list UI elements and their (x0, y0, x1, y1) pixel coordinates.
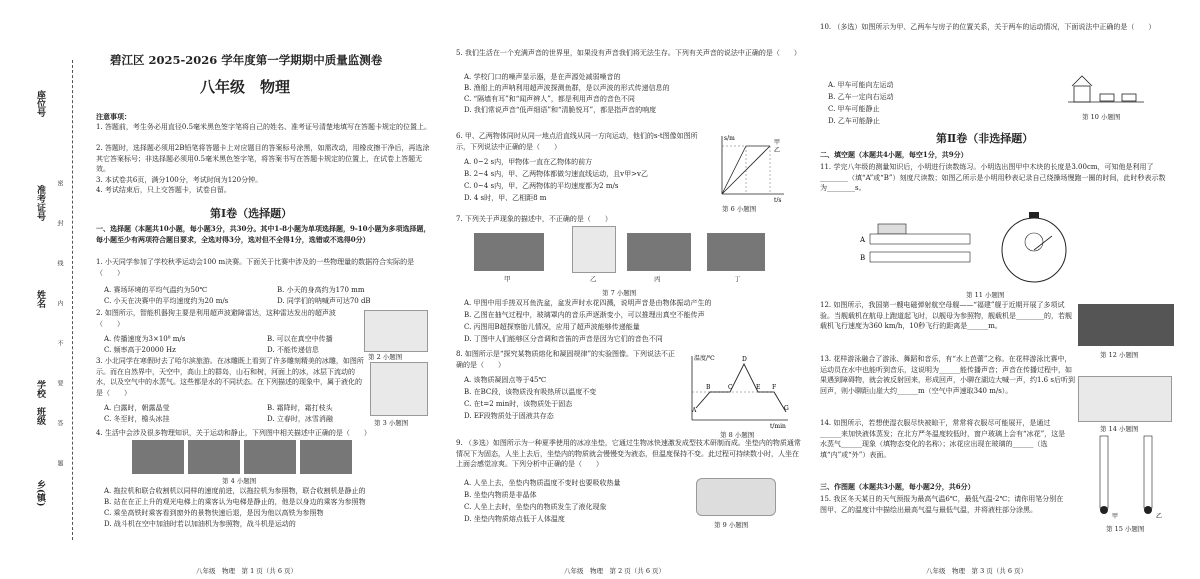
q6-st-graph (710, 132, 790, 202)
q6-caption: 第 6 小题图 (722, 205, 757, 213)
thermometer-jia-bulb (1100, 506, 1108, 514)
page-1 (92, 0, 448, 579)
q10-caption: 第 10 小题图 (1082, 113, 1121, 121)
q8-point-e: E (756, 384, 761, 391)
q6-stem: 6. 甲、乙两物体同时从同一地点沿直线从同一方向运动，他们的s-t图像如图所示，下列说法中正确的是（ ） (456, 132, 698, 151)
q2-opt-d: D. 不能传递信息 (267, 346, 319, 354)
q8-opt-d: D. EF段物质处于固液共存态 (464, 412, 554, 420)
seal-line (72, 60, 73, 540)
q8-caption: 第 8 小题图 (720, 431, 755, 439)
q14-caption: 第 14 小题图 (1100, 425, 1139, 433)
q7-opt-d: D. 丁图中人们能够区分音调和音笛的声音是因为它们的音色不同 (464, 335, 663, 343)
q3-opt-a: A. 白露时，朝露晶莹 (104, 404, 170, 412)
q2-caption: 第 2 小题图 (368, 353, 403, 361)
q7-stem: 7. 下列关于声现象的描述中，不正确的是（ ） (456, 215, 612, 223)
q2-opt-a: A. 传播速度为3×10⁸ m/s (104, 335, 186, 343)
q7-label-bing: 丙 (654, 275, 661, 283)
q6-opt-a: A. 0~2 s内，甲物体一直在乙物体的前方 (464, 158, 593, 166)
q6-xlabel: t/s (774, 197, 782, 202)
q15-thermometers (1090, 430, 1174, 520)
exam-no-label: 准考证号 (35, 185, 45, 221)
q8-point-d: D (742, 356, 747, 363)
q15-stem: 15. 我区冬天某日的天气预报为最高气温6℃，最低气温-2℃；请你用笔分别在图甲、乙的温度计中描绘出最高气温与最低气温，并将液柱部分涂黑。 (820, 495, 1064, 514)
notice-title: 注意事项： (96, 112, 131, 121)
q3-opt-c: C. 冬至时，檐头冰挂 (104, 415, 170, 423)
q9-opt-b: B. 坐垫内物质是非晶体 (464, 491, 537, 499)
q8-point-g: G (784, 405, 789, 412)
footer-page-3: 八年级 物理 第 3 页（共 6 页） (926, 567, 1028, 575)
q9-opt-a: A. 人坐上去，坐垫内物质温度不变时也要吸收热量 (464, 479, 621, 487)
section2-title: 二、填空题（本题共4小题，每空1分，共9分） (820, 150, 968, 159)
car-jia-icon (1100, 94, 1114, 101)
q8-opt-a: A. 该物质凝固点等于45℃ (464, 376, 547, 384)
seal-text: 密 封 线 内 不 要 答 题 (56, 180, 63, 480)
q1-stem: 1. 小天同学参加了学校秋季运动会100 m决赛。下面关于比赛中涉及的一些物理量的数据符合实际的是（ ） (96, 258, 415, 277)
q4-stem: 4. 生活中会涉及很多物理知识，关于运动和静止，下列图中相关描述中正确的是（ ） (96, 429, 371, 437)
thermometer-yi-bulb (1144, 506, 1152, 514)
class-label: 学校 班级 (35, 380, 45, 425)
thermo-jia-label: 甲 (1112, 513, 1119, 520)
exam-title: 碧江区 2025-2026 学年度第一学期期中质量监测卷 (110, 53, 383, 67)
q11-stem: 11. 学完八年级的测量知识后，小明进行读数练习。小明选出图甲中木块的长度是3.00cm，可知他是利用了________（填“A”或“B”）刻度尺读数；如图乙所示是小明用秒表记录自己绕操场慢跑一圈的时间，此时秒表示数为________s。 (820, 163, 1166, 192)
q8-opt-c: C. 在t=2 min时，该物质处于固态 (464, 400, 573, 408)
q11-caption: 第 11 小题图 (966, 291, 1005, 299)
robot-dog-image (364, 310, 428, 352)
q9-caption: 第 9 小题图 (714, 521, 749, 529)
q1-opt-d: D. 同学们的呐喊声可达70 dB (277, 297, 371, 305)
q8-stem: 8. 如图所示是“探究某物质熔化和凝固规律”的实验图像。下列说法不正确的是（ ） (456, 350, 676, 369)
exam-subtitle: 八年级 物理 (200, 78, 291, 96)
q7-caption: 第 7 小题图 (602, 289, 637, 297)
q5-opt-a: A. 学校门口的噪声显示器，是在声源处减弱噪音的 (464, 73, 621, 81)
q3-caption: 第 3 小题图 (374, 419, 409, 427)
section3-title: 三、作图题（本题共3小题，每小题2分，共6分） (820, 482, 975, 491)
ruler-a (870, 234, 970, 244)
q7-opt-c: C. 丙图用B超探察胎儿情况，应用了超声波能够传递能量 (464, 323, 640, 331)
q5-opt-d: D. 我们常说声音“低声细语”和“清脆悦耳”，都是指声音的响度 (464, 106, 657, 114)
q6-label-yi: 乙 (774, 147, 781, 154)
q10-house-cars-figure (1066, 70, 1146, 108)
q14-stem: 14. 如图所示，若想使湿衣服尽快被晾干，常常将衣服尽可能展开，是通过______来加快液体蒸发；在北方严冬温度较低时，窗户玻璃上会有“冰花”，这是水蒸气______现象（填物态变化的名称）；冰花应出现在玻璃的______（选填“内”或“外”）表面。 (820, 419, 1066, 459)
footer-page-2: 八年级 物理 第 2 页（共 6 页） (564, 567, 666, 575)
thermometer-yi-icon (1144, 436, 1152, 508)
binding-strip (0, 0, 88, 579)
footer-page-1: 八年级 物理 第 1 页（共 6 页） (196, 567, 298, 575)
part2-title: 第Ⅱ卷（非选择题） (936, 132, 1034, 145)
jets-image (300, 440, 352, 474)
q4-opt-a: A. 拖拉机和联合收割机以同样的速度前进，以拖拉机为参照物，联合收割机是静止的 (104, 487, 366, 495)
wood-block (878, 224, 906, 234)
page-2 (452, 0, 808, 579)
q4-opt-c: C. 乘坐高铁时乘客看到窗外的景物快速后退，是因为他以高铁为参照物 (104, 509, 324, 517)
fish-basin-image (474, 233, 544, 271)
q6-ylabel: s/m (724, 135, 735, 142)
section1-title: 一、选择题（本题共10小题，每小题3分，共30分。其中1-8小题为单项选择题，9-10小题为多项选择题，每小题至少有两项符合题目要求，全选对得3分，选对但不全得1分，选错或不选得0分） (96, 224, 431, 244)
ruler-a-label: A (860, 236, 866, 244)
page-3 (816, 0, 1196, 579)
q8-point-b: B (706, 384, 711, 391)
ruler-b-label: B (860, 254, 866, 262)
q4-opt-b: B. 站在在正上升的观光电梯上的乘客认为电梯是静止的，他是以身边的乘客为参照物 (104, 498, 366, 506)
q3-opt-d: D. 立春时，冰雪消融 (267, 415, 333, 423)
train-image (244, 440, 296, 474)
q8-melting-graph (674, 350, 794, 430)
q7-label-jia: 甲 (504, 275, 511, 283)
clothes-line-image (1078, 376, 1172, 422)
q5-stem: 5. 我们生活在一个充满声音的世界里，如果没有声音我们将无法生存。下列有关声音的说法中正确的是（ ） (456, 49, 801, 57)
q7-label-yi: 乙 (590, 275, 597, 283)
notice-1: 1. 答题前，考生务必用直径0.5毫米黑色签字笔将自己的姓名、准考证号清楚地填写在答题卡规定的位置上。 (96, 123, 432, 131)
q8-point-f: F (772, 384, 777, 391)
q10-opt-c: C. 甲车可能静止 (828, 105, 880, 113)
q10-opt-b: B. 乙车一定向右运动 (828, 93, 894, 101)
q13-stem: 13. 花样游泳融合了游泳、舞蹈和音乐，有“水上芭蕾”之称。在花样游泳比赛中，运动员在水中也能听到音乐，这说明为______能传播声音；声音在传播过程中，如果遇到障碍物，就会被反射回来，形成回声，小聊在湖边大喊一声，约1.6 s后听到回声，则小聊距山崖大约______m（空气中声速取340 m/s）。 (820, 355, 1075, 395)
q5-opt-b: B. 渔船上的声呐利用超声波探测鱼群，是以声波的形式传递信息的 (464, 84, 670, 92)
q6-opt-c: C. 0~4 s内，甲、乙两物体的平均速度都为2 m/s (464, 182, 619, 190)
q12-caption: 第 12 小题图 (1100, 351, 1139, 359)
q7-opt-b: B. 乙图在抽气过程中，玻璃罩内的音乐声逐渐变小，可以推理出真空不能传声 (464, 311, 705, 319)
q10-opt-d: D. 乙车可能静止 (828, 117, 880, 125)
ruler-b (870, 252, 970, 262)
ice-sculpture-image (370, 362, 428, 416)
elevator-image (188, 440, 240, 474)
q1-opt-b: B. 小天的身高约为170 mm (277, 286, 365, 294)
q9-opt-d: D. 坐垫内物质熔点低于人体温度 (464, 515, 565, 523)
q11-stopwatch-figure (994, 206, 1074, 286)
car-yi-icon (1122, 94, 1136, 101)
name-label: 姓名 (35, 290, 45, 308)
house-icon (1074, 86, 1090, 102)
q2-stem: 2. 如图所示，智能机器狗主要是利用超声波避障雷达，这种雷达发出的超声波（ ） (96, 309, 336, 328)
q9-stem: 9. （多选）如图所示为一种夏季使用的冰凉坐垫，它通过生物冰快速激发成型技术研制而成。坐垫内的物质通常情况下为固态，人坐上去后，坐垫内的物质就会慢慢变为液态，但温度保持不变。此过程可持续数小时，人坐在上面会感觉凉爽。下列分析中正确的是（ ） (456, 439, 801, 468)
q12-stem: 12. 如图所示，我国第一艘电磁弹射航空母舰——“福建”舰于近期开展了多项试验。当舰载机在航母上跑道起飞时，以舰母为参照物，舰载机是________的，若舰载机飞行速度为360 km/h，10秒飞行的距离是______m。 (820, 301, 1072, 330)
q7-label-ding: 丁 (734, 275, 741, 283)
ultrasound-image (627, 233, 691, 271)
q10-stem: 10. （多选）如图所示为甲、乙两车与房子的位置关系，关于两车的运动情况，下面说法中正确的是（ ） (820, 23, 1156, 31)
part1-title: 第Ⅰ卷（选择题） (210, 207, 293, 220)
q3-stem: 3. 小北同学在寒假时去了哈尔滨旅游。在冰雕既上看到了许多雕刻精美的冰雕，如图所示。而在自然界中，天空中，高山上的群岛，山石和树，河面上的冰，冰层下流动的水，以及空气中的水蒸气。这些都是水的不同状态。在下列描述的现象中，属于液化的是（ ） (96, 357, 364, 397)
notice-3: 3. 本试卷共6页，满分100分，考试时间为120分钟。 (96, 176, 263, 184)
q4-caption: 第 4 小题图 (222, 477, 257, 485)
q8-xlabel: t/min (770, 423, 786, 430)
q15-caption: 第 15 小题图 (1106, 525, 1145, 533)
thermometer-jia-icon (1100, 436, 1108, 508)
q6-opt-b: B. 2~4 s内，甲、乙两物体都做匀速直线运动，且v甲>v乙 (464, 170, 648, 178)
q8-opt-b: B. 在BC段，该物质没有吸热所以温度不变 (464, 388, 597, 396)
q11-ruler-figure (856, 222, 976, 272)
q10-opt-a: A. 甲车可能向左运动 (828, 81, 894, 89)
house-roof-icon (1072, 76, 1092, 86)
q8-point-c: C (728, 384, 733, 391)
q1-opt-a: A. 赛场环境的平均气温约为50℃ (104, 286, 208, 294)
seat-label: 座位号 (35, 90, 45, 117)
tractor-image (132, 440, 184, 474)
q9-opt-c: C. 人坐上去时，坐垫内的物质发生了液化现象 (464, 503, 607, 511)
q5-opt-c: C. “隔墙有耳”和“闻声辨人”，都是利用声音的音色不同 (464, 95, 635, 103)
vacuum-bell-image (572, 226, 616, 273)
q2-opt-b: B. 可以在真空中传播 (267, 335, 333, 343)
q6-opt-d: D. 4 s时，甲、乙相距8 m (464, 194, 547, 202)
township-label: 乡(镇) (35, 480, 45, 507)
q6-label-jia: 甲 (774, 139, 781, 146)
carrier-image (1078, 304, 1174, 346)
stopwatch-crown (1029, 212, 1039, 218)
q1-opt-c: C. 小天在决赛中的平均速度约为20 m/s (104, 297, 229, 305)
q8-ylabel: 温度/℃ (694, 355, 715, 362)
q8-point-a: A (692, 407, 697, 414)
q7-opt-a: A. 甲图中用手搓双耳鱼洗盆，盆发声时水花四溅，说明声音是由物体振动产生的 (464, 299, 712, 307)
q3-opt-b: B. 霜降时，霜打枝头 (267, 404, 333, 412)
q2-opt-c: C. 频率高于20000 Hz (104, 346, 176, 354)
notice-2: 2. 答题时，选择题必须用2B铅笔将答题卡上对应题目的答案标号涂黑，如需改动，用橡皮擦干净后，再选涂其它答案标号；非选择题必须用0.5毫米黑色签字笔，将答案书写在答题卡规定的位置上，在试卷上答题无效。 (96, 144, 430, 173)
thermo-yi-label: 乙 (1156, 513, 1163, 520)
cooling-mat-image (696, 478, 776, 516)
notice-4: 4. 考试结束后，只上交答题卡，试卷自留。 (96, 186, 231, 194)
instrument-image (707, 233, 765, 271)
q4-opt-d: D. 战斗机在空中加油时若以加油机为参照物，战斗机是运动的 (104, 520, 296, 528)
